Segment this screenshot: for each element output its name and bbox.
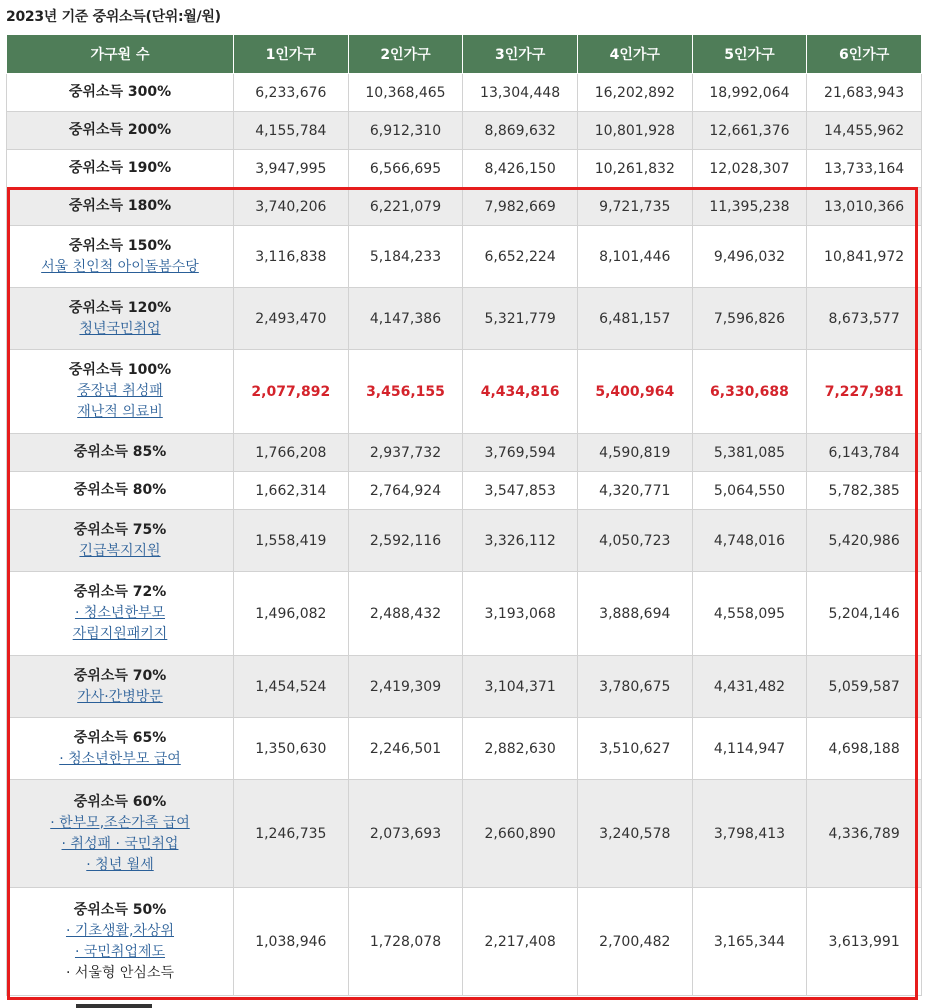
value-cell: 6,143,784: [807, 434, 922, 472]
header-1-person: 1인가구: [234, 35, 349, 74]
table-row: [7, 74, 922, 112]
table-row: [7, 780, 922, 888]
value-cell: 4,050,723: [577, 510, 692, 572]
value-cell: 1,662,314: [234, 472, 349, 510]
value-cell: 4,431,482: [692, 656, 807, 718]
value-cell: 4,590,819: [577, 434, 692, 472]
median-income-table: [6, 34, 922, 996]
value-cell: 10,261,832: [577, 150, 692, 188]
row-label: 중위소득 80%: [7, 472, 234, 510]
program-link[interactable]: · 한부모,조손가족 급여: [50, 814, 190, 831]
value-cell: 11,395,238: [692, 188, 807, 226]
value-cell: 5,059,587: [807, 656, 922, 718]
value-cell: 5,184,233: [348, 226, 463, 288]
program-link[interactable]: 재난적 의료비: [77, 404, 163, 420]
row-label-cell: [7, 572, 234, 656]
table-row: [7, 226, 922, 288]
row-label-cell: [7, 718, 234, 780]
table-row: [7, 112, 922, 150]
program-link[interactable]: 청년국민취업: [79, 320, 161, 337]
table-row: [7, 572, 922, 656]
value-cell: 6,330,688: [692, 350, 807, 434]
divider: [76, 1004, 152, 1008]
row-label-cell: [7, 510, 234, 572]
row-label: 중위소득 72%: [73, 584, 167, 600]
program-link[interactable]: · 청년 월세: [86, 856, 154, 873]
value-cell: 8,673,577: [807, 288, 922, 350]
value-cell: 1,350,630: [234, 718, 349, 780]
value-cell: 9,496,032: [692, 226, 807, 288]
value-cell: 8,101,446: [577, 226, 692, 288]
table-header-row: [7, 35, 922, 74]
header-3-person: 3인가구: [463, 35, 578, 74]
value-cell: 3,888,694: [577, 572, 692, 656]
program-link[interactable]: 가사·간병방문: [77, 688, 163, 705]
row-label: 중위소득 190%: [7, 150, 234, 188]
value-cell: 14,455,962: [807, 112, 922, 150]
value-cell: 1,246,735: [234, 780, 349, 888]
value-cell: 18,992,064: [692, 74, 807, 112]
value-cell: 6,221,079: [348, 188, 463, 226]
program-link[interactable]: · 청소년한부모: [74, 605, 166, 621]
table-row: [7, 718, 922, 780]
value-cell: 3,613,991: [807, 888, 922, 996]
value-cell: 3,104,371: [463, 656, 578, 718]
value-cell: 12,028,307: [692, 150, 807, 188]
value-cell: 8,869,632: [463, 112, 578, 150]
value-cell: 2,246,501: [348, 718, 463, 780]
value-cell: 7,596,826: [692, 288, 807, 350]
row-label: 중위소득 85%: [7, 434, 234, 472]
row-label: 중위소득 180%: [7, 188, 234, 226]
value-cell: 10,368,465: [348, 74, 463, 112]
value-cell: 3,547,853: [463, 472, 578, 510]
value-cell: 8,426,150: [463, 150, 578, 188]
page-title: 2023년 기준 중위소득(단위:월/원): [6, 9, 221, 25]
value-cell: 4,320,771: [577, 472, 692, 510]
value-cell: 6,912,310: [348, 112, 463, 150]
value-cell: 6,233,676: [234, 74, 349, 112]
value-cell: 4,434,816: [463, 350, 578, 434]
value-cell: 1,454,524: [234, 656, 349, 718]
value-cell: 21,683,943: [807, 74, 922, 112]
value-cell: 5,321,779: [463, 288, 578, 350]
value-cell: 7,982,669: [463, 188, 578, 226]
value-cell: 3,165,344: [692, 888, 807, 996]
value-cell: 5,782,385: [807, 472, 922, 510]
value-cell: 2,073,693: [348, 780, 463, 888]
row-label: 중위소득 60%: [73, 793, 167, 810]
table-row: [7, 472, 922, 510]
value-cell: 5,400,964: [577, 350, 692, 434]
header-6-person: 6인가구: [807, 35, 922, 74]
value-cell: 3,326,112: [463, 510, 578, 572]
row-label-cell: [7, 888, 234, 996]
program-link[interactable]: · 청소년한부모 급여: [59, 750, 181, 767]
row-label-cell: [7, 780, 234, 888]
value-cell: 3,947,995: [234, 150, 349, 188]
table-row: [7, 188, 922, 226]
value-cell: 4,147,386: [348, 288, 463, 350]
value-cell: 1,038,946: [234, 888, 349, 996]
value-cell: 4,336,789: [807, 780, 922, 888]
value-cell: 10,801,928: [577, 112, 692, 150]
table-row: [7, 350, 922, 434]
value-cell: 3,740,206: [234, 188, 349, 226]
program-link[interactable]: · 취성패 · 국민취업: [61, 835, 179, 852]
value-cell: 2,592,116: [348, 510, 463, 572]
value-cell: 7,227,981: [807, 350, 922, 434]
row-label: 중위소득 70%: [73, 667, 167, 684]
value-cell: 5,420,986: [807, 510, 922, 572]
header-household-size: 가구원 수: [7, 35, 234, 74]
value-cell: 13,010,366: [807, 188, 922, 226]
row-label-cell: [7, 350, 234, 434]
row-label-cell: [7, 288, 234, 350]
table-row: [7, 288, 922, 350]
row-label: 중위소득 120%: [68, 299, 172, 316]
value-cell: 4,748,016: [692, 510, 807, 572]
row-label: 중위소득 50%: [73, 901, 167, 918]
value-cell: 5,064,550: [692, 472, 807, 510]
value-cell: 3,780,675: [577, 656, 692, 718]
program-link[interactable]: · 기초생활,차상위: [65, 922, 175, 939]
row-label: 중위소득 100%: [68, 362, 172, 378]
header-4-person: 4인가구: [577, 35, 692, 74]
value-cell: 2,488,432: [348, 572, 463, 656]
program-link[interactable]: 자립지원패키지: [72, 626, 168, 642]
table-row: [7, 656, 922, 718]
value-cell: 2,217,408: [463, 888, 578, 996]
row-label: 중위소득 200%: [7, 112, 234, 150]
value-cell: 1,558,419: [234, 510, 349, 572]
value-cell: 3,193,068: [463, 572, 578, 656]
value-cell: 4,558,095: [692, 572, 807, 656]
value-cell: 5,381,085: [692, 434, 807, 472]
table-row: [7, 150, 922, 188]
value-cell: 16,202,892: [577, 74, 692, 112]
value-cell: 13,304,448: [463, 74, 578, 112]
row-label: 중위소득 75%: [73, 521, 167, 538]
value-cell: 5,204,146: [807, 572, 922, 656]
value-cell: 2,937,732: [348, 434, 463, 472]
header-5-person: 5인가구: [692, 35, 807, 74]
program-link[interactable]: 긴급복지지원: [79, 542, 161, 559]
program-link[interactable]: 서울 친인척 아이돌봄수당: [41, 258, 199, 275]
value-cell: 6,652,224: [463, 226, 578, 288]
value-cell: 10,841,972: [807, 226, 922, 288]
row-label: 중위소득 150%: [68, 237, 172, 254]
value-cell: 3,456,155: [348, 350, 463, 434]
table-row: [7, 434, 922, 472]
value-cell: 13,733,164: [807, 150, 922, 188]
value-cell: 3,798,413: [692, 780, 807, 888]
table-row: [7, 510, 922, 572]
value-cell: 2,660,890: [463, 780, 578, 888]
program-link[interactable]: 중장년 취성패: [77, 383, 163, 399]
row-label: 중위소득 300%: [7, 74, 234, 112]
value-cell: 6,566,695: [348, 150, 463, 188]
value-cell: 2,700,482: [577, 888, 692, 996]
value-cell: 3,116,838: [234, 226, 349, 288]
row-label-cell: [7, 226, 234, 288]
value-cell: 1,766,208: [234, 434, 349, 472]
value-cell: 6,481,157: [577, 288, 692, 350]
value-cell: 2,764,924: [348, 472, 463, 510]
value-cell: 2,882,630: [463, 718, 578, 780]
row-label: 중위소득 65%: [73, 729, 167, 746]
value-cell: 1,728,078: [348, 888, 463, 996]
program-text: · 서울형 안심소득: [65, 964, 175, 981]
table-row: [7, 888, 922, 996]
value-cell: 1,496,082: [234, 572, 349, 656]
value-cell: 4,155,784: [234, 112, 349, 150]
row-label-cell: [7, 656, 234, 718]
value-cell: 12,661,376: [692, 112, 807, 150]
value-cell: 3,510,627: [577, 718, 692, 780]
value-cell: 3,769,594: [463, 434, 578, 472]
value-cell: 2,419,309: [348, 656, 463, 718]
value-cell: 3,240,578: [577, 780, 692, 888]
program-link[interactable]: · 국민취업제도: [74, 943, 166, 960]
header-2-person: 2인가구: [348, 35, 463, 74]
value-cell: 2,493,470: [234, 288, 349, 350]
value-cell: 4,698,188: [807, 718, 922, 780]
value-cell: 9,721,735: [577, 188, 692, 226]
value-cell: 4,114,947: [692, 718, 807, 780]
value-cell: 2,077,892: [234, 350, 349, 434]
